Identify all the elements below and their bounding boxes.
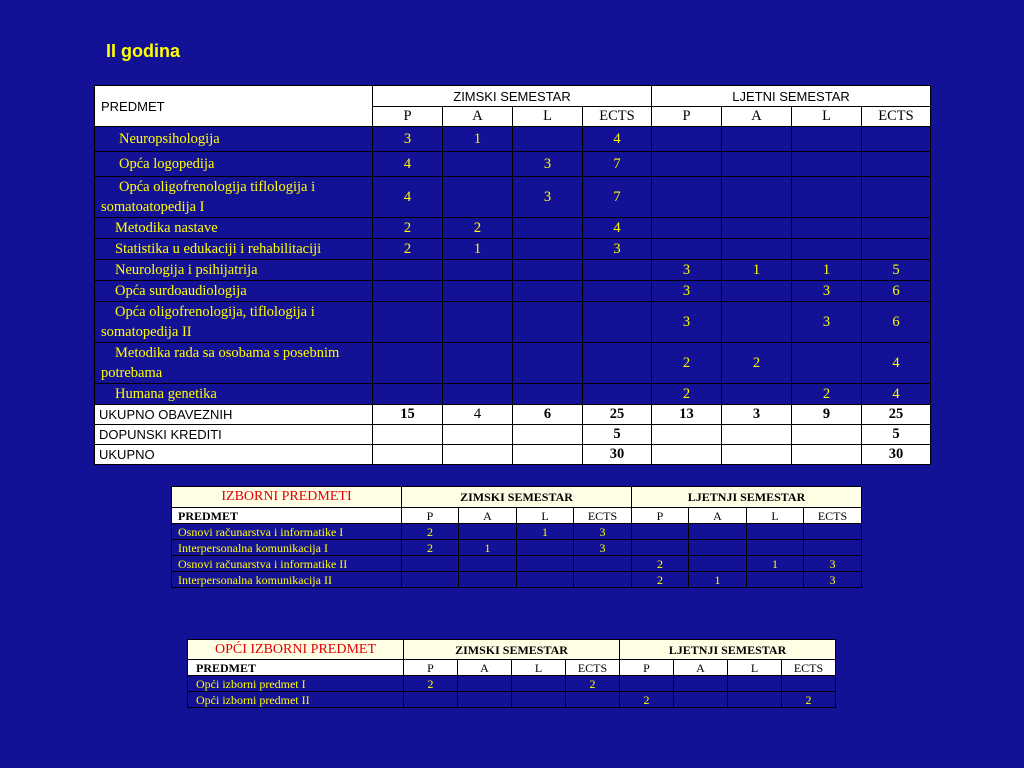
course-value: 3 [513,177,583,218]
subheader-cell: A [674,660,728,676]
total-value: 4 [443,405,513,425]
total-value: 5 [862,425,931,445]
course-value [728,676,782,692]
elective-course-row [172,556,862,572]
course-value [632,524,689,540]
subheader-cell: A [458,660,512,676]
course-value [620,676,674,692]
course-value: 3 [652,281,722,302]
course-value [583,343,652,384]
course-value [862,152,931,177]
course-name: Osnovi računarstva i informatike II [172,556,402,572]
course-value [443,384,513,405]
course-value [747,540,804,556]
course-value: 3 [583,239,652,260]
course-value [747,572,804,588]
course-name: Osnovi računarstva i informatike I [172,524,402,540]
elective-course-row [172,572,862,588]
course-value [722,281,792,302]
course-value [689,524,747,540]
course-value [459,556,517,572]
course-value [458,676,512,692]
general-elective-table [187,639,836,708]
course-value [513,218,583,239]
course-value: 2 [373,218,443,239]
course-value: 7 [583,177,652,218]
course-value: 1 [443,127,513,152]
elective-courses-table [171,486,862,588]
course-value [722,152,792,177]
course-value [443,281,513,302]
total-value [792,425,862,445]
course-value: 1 [517,524,574,540]
subheader-cell: ECTS [782,660,836,676]
course-value [513,260,583,281]
total-value [373,425,443,445]
course-value [722,177,792,218]
course-value [792,218,862,239]
total-value: 3 [722,405,792,425]
course-name: Opći izborni predmet I [188,676,404,692]
course-value [513,302,583,343]
total-label: UKUPNO OBAVEZNIH [95,405,373,425]
total-value [443,425,513,445]
course-name: Opća surdoaudiologija [95,281,373,302]
course-value: 2 [402,540,459,556]
course-name: Statistika u edukaciji i rehabilitaciji [95,239,373,260]
course-value [583,281,652,302]
subheader-cell: A [722,107,792,127]
course-value: 5 [862,260,931,281]
course-name: Opća oligofrenologija tiflologija i somatoatopedija I [95,177,373,218]
total-value: 30 [862,445,931,465]
elective-table-title: IZBORNI PREDMETI [172,487,402,508]
subheader-cell: A [459,508,517,524]
total-value: 13 [652,405,722,425]
predmet-header: PREDMET [172,508,402,524]
course-value [792,152,862,177]
course-value [443,343,513,384]
course-value [722,384,792,405]
course-value [792,239,862,260]
course-value [722,239,792,260]
general-elective-title: OPĆI IZBORNI PREDMET [188,640,404,660]
subheader-cell: P [404,660,458,676]
course-row [95,218,931,239]
course-value [652,127,722,152]
subheader-cell: A [443,107,513,127]
course-value: 3 [513,152,583,177]
course-value: 2 [404,676,458,692]
course-row [95,343,931,384]
course-value [512,692,566,708]
course-value [443,177,513,218]
course-value [862,127,931,152]
course-value [583,260,652,281]
course-value: 2 [652,384,722,405]
course-value: 7 [583,152,652,177]
general-elective-row [188,692,836,708]
course-value: 2 [632,572,689,588]
subheader-cell: P [632,508,689,524]
course-value: 1 [459,540,517,556]
total-value [792,445,862,465]
course-value [517,556,574,572]
course-row [95,239,931,260]
course-value [804,540,862,556]
elective-course-row [172,540,862,556]
course-name: Interpersonalna komunikacija II [172,572,402,588]
winter-semester-header: ZIMSKI SEMESTAR [404,640,620,660]
course-value [792,343,862,384]
course-value: 2 [782,692,836,708]
general-elective-row [188,676,836,692]
course-value [513,281,583,302]
course-value: 3 [792,302,862,343]
course-row [95,177,931,218]
subheader-cell: L [517,508,574,524]
course-value: 2 [566,676,620,692]
course-name: Metodika rada sa osobama s posebnim potrebama [95,343,373,384]
course-value [583,302,652,343]
course-value [459,524,517,540]
course-value [513,343,583,384]
subheader-cell: L [512,660,566,676]
course-value [459,572,517,588]
predmet-header: PREDMET [188,660,404,676]
course-value [804,524,862,540]
course-name: Opća logopedija [95,152,373,177]
course-name: Metodika nastave [95,218,373,239]
course-value [674,676,728,692]
course-value: 4 [373,177,443,218]
total-value: 30 [583,445,652,465]
course-value: 1 [722,260,792,281]
course-value: 2 [652,343,722,384]
subheader-cell: A [689,508,747,524]
course-value [862,177,931,218]
course-value: 2 [402,524,459,540]
course-value [373,384,443,405]
course-value: 1 [747,556,804,572]
course-name: Neuropsihologija [95,127,373,152]
course-value [574,572,632,588]
winter-semester-header: ZIMSKI SEMESTAR [373,86,652,107]
course-value: 3 [804,572,862,588]
course-value: 1 [689,572,747,588]
course-value [747,524,804,540]
total-label: DOPUNSKI KREDITI [95,425,373,445]
course-row [95,152,931,177]
total-value: 25 [862,405,931,425]
course-value [652,239,722,260]
course-value: 3 [574,524,632,540]
course-value: 2 [443,218,513,239]
course-value [512,676,566,692]
total-row [95,425,931,445]
total-value: 15 [373,405,443,425]
subheader-cell: ECTS [804,508,862,524]
course-value [517,572,574,588]
course-value [513,127,583,152]
course-value [373,281,443,302]
course-value [458,692,512,708]
total-value [722,425,792,445]
course-value [373,260,443,281]
course-value: 6 [862,302,931,343]
total-value [652,425,722,445]
total-value [513,425,583,445]
course-value: 3 [652,260,722,281]
course-row [95,302,931,343]
course-value: 1 [792,260,862,281]
total-value [513,445,583,465]
course-name: Neurologija i psihijatrija [95,260,373,281]
course-value [722,127,792,152]
course-value [566,692,620,708]
course-value [443,260,513,281]
total-value: 5 [583,425,652,445]
course-value [632,540,689,556]
course-value: 3 [373,127,443,152]
course-value: 2 [722,343,792,384]
course-value: 2 [620,692,674,708]
course-value [792,127,862,152]
course-value [722,302,792,343]
subheader-cell: P [373,107,443,127]
subheader-cell: ECTS [574,508,632,524]
subheader-cell: ECTS [566,660,620,676]
course-name: Interpersonalna komunikacija I [172,540,402,556]
course-value [652,152,722,177]
course-value: 3 [652,302,722,343]
course-value: 3 [804,556,862,572]
course-value [443,152,513,177]
course-value [517,540,574,556]
total-label: UKUPNO [95,445,373,465]
course-row [95,384,931,405]
subheader-cell: P [652,107,722,127]
course-value: 6 [862,281,931,302]
total-value [373,445,443,465]
subheader-cell: ECTS [583,107,652,127]
course-name: Opća oligofrenologija, tiflologija i somatopedija II [95,302,373,343]
subheader-cell: L [747,508,804,524]
course-value: 4 [583,127,652,152]
total-value [652,445,722,465]
course-value: 2 [792,384,862,405]
course-value: 1 [443,239,513,260]
subheader-cell: L [792,107,862,127]
course-value [689,540,747,556]
total-value: 6 [513,405,583,425]
course-row [95,260,931,281]
course-value [513,384,583,405]
total-value [722,445,792,465]
course-value [792,177,862,218]
course-value [402,556,459,572]
total-row [95,445,931,465]
elective-course-row [172,524,862,540]
subheader-cell: L [728,660,782,676]
course-value: 4 [373,152,443,177]
course-value [862,239,931,260]
course-value [513,239,583,260]
course-row [95,281,931,302]
course-value [373,343,443,384]
course-value [674,692,728,708]
course-value: 2 [373,239,443,260]
summer-semester-header: LJETNJI SEMESTAR [632,487,862,508]
course-value: 4 [862,384,931,405]
course-value [574,556,632,572]
course-value [583,384,652,405]
course-value [443,302,513,343]
main-curriculum-table [94,85,931,465]
subheader-cell: P [620,660,674,676]
course-value [782,676,836,692]
summer-semester-header: LJETNJI SEMESTAR [620,640,836,660]
course-value [652,218,722,239]
course-value: 2 [632,556,689,572]
subheader-cell: L [513,107,583,127]
course-row [95,127,931,152]
course-value [689,556,747,572]
subheader-cell: P [402,508,459,524]
course-value [862,218,931,239]
total-row [95,405,931,425]
course-value [652,177,722,218]
course-value [373,302,443,343]
subheader-cell: ECTS [862,107,931,127]
course-value [402,572,459,588]
course-value [722,218,792,239]
total-value [443,445,513,465]
total-value: 25 [583,405,652,425]
course-name: Opći izborni predmet II [188,692,404,708]
slide-title: II godina [106,41,180,61]
summer-semester-header: LJETNI SEMESTAR [652,86,931,107]
course-value: 3 [574,540,632,556]
course-name: Humana genetika [95,384,373,405]
course-value [404,692,458,708]
course-value: 4 [583,218,652,239]
total-value: 9 [792,405,862,425]
course-value [728,692,782,708]
course-value: 4 [862,343,931,384]
winter-semester-header: ZIMSKI SEMESTAR [402,487,632,508]
course-value: 3 [792,281,862,302]
predmet-header: PREDMET [95,86,373,127]
